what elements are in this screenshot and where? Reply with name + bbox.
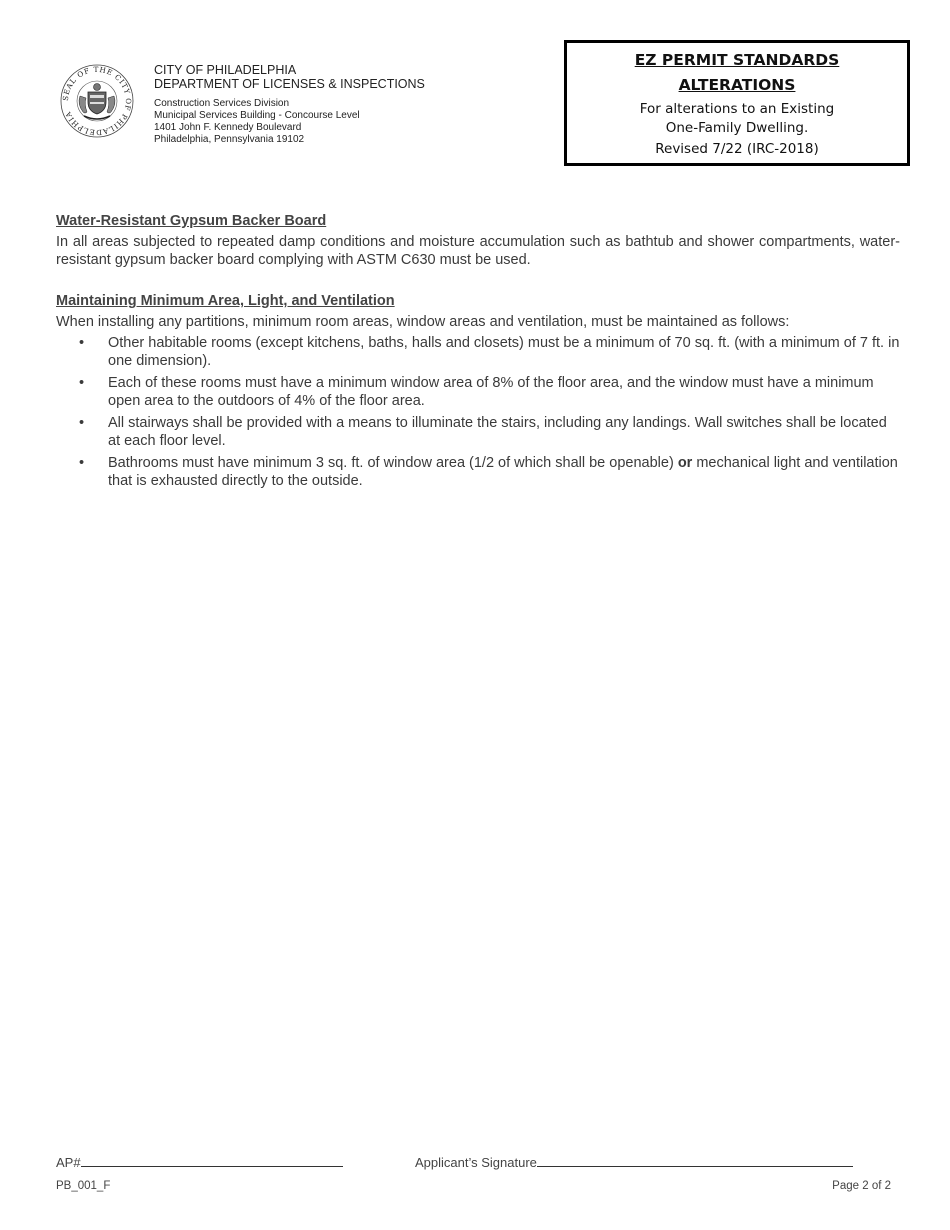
bullet-icon: • [79, 375, 85, 391]
requirements-list [56, 334, 900, 490]
title-description-line-1: For alterations to an Existing [639, 101, 835, 117]
bullet-icon: • [79, 415, 85, 431]
section-intro-area-light-ventilation: When installing any partitions, minimum room areas, window areas and ventilation, must be maintained as follows: [56, 314, 790, 330]
list-item-text: Other habitable rooms (except kitchens, baths, halls and closets) must be a minimum of 70 sq. ft. (with a minimum of 7 ft. in one dimension). [108, 335, 900, 369]
building-name: Municipal Services Building - Concourse Level [154, 110, 360, 121]
city-state-zip: Philadelphia, Pennsylvania 19102 [154, 134, 305, 145]
ap-number-field [56, 1153, 343, 1170]
applicant-signature-label: Applicant’s Signature [415, 1155, 537, 1170]
title-box [564, 40, 910, 166]
list-item-text-part: Bathrooms must have minimum 3 sq. ft. of window area (1/2 of which shall be openable) [108, 455, 674, 471]
bullet-icon: • [79, 455, 85, 471]
title-line-1: EZ PERMIT STANDARDS [634, 51, 840, 69]
department-address-block [154, 63, 425, 146]
list-item-text: Each of these rooms must have a minimum window area of 8% of the floor area, and the window must have a minimum open area to the outdoors of 4% of the floor area. [108, 375, 874, 409]
list-item [56, 454, 900, 490]
bullet-icon: • [79, 335, 85, 351]
page-number: Page 2 of 2 [832, 1180, 891, 1192]
ap-number-label: AP# [56, 1155, 81, 1170]
list-item [56, 414, 900, 450]
list-item-text [108, 455, 898, 489]
applicant-signature-field [415, 1153, 853, 1170]
list-item [56, 334, 900, 370]
revision-date: Revised 7/22 (IRC-2018) [655, 141, 819, 157]
list-item [56, 374, 900, 410]
division-name: Construction Services Division [154, 98, 290, 109]
department-name: DEPARTMENT OF LICENSES & INSPECTIONS [154, 77, 425, 91]
list-item-text-part: mechanical light and ventilation that is exhausted directly to the outside. [108, 455, 898, 489]
title-description-line-2: One-Family Dwelling. [665, 120, 809, 136]
seal-text: SEAL OF THE CITY OF PHILADELPHIA [60, 64, 134, 138]
title-description [567, 100, 907, 138]
section-heading-area-light-ventilation: Maintaining Minimum Area, Light, and Ventilation [56, 293, 395, 309]
section-heading-backer-board: Water-Resistant Gypsum Backer Board [56, 213, 327, 229]
section-body-backer-board: In all areas subjected to repeated damp conditions and moisture accumulation such as bathtub and shower compartments, water-resistant gypsum backer board complying with ASTM C630 must be used. [56, 234, 900, 268]
city-seal-icon [60, 64, 134, 138]
form-code: PB_001_F [56, 1180, 111, 1192]
street-address: 1401 John F. Kennedy Boulevard [154, 122, 302, 133]
list-item-text: All stairways shall be provided with a means to illuminate the stairs, including any landings. Wall switches shall be located at each floor level. [108, 415, 887, 449]
applicant-signature-line[interactable] [537, 1153, 853, 1167]
city-name: CITY OF PHILADELPHIA [154, 63, 297, 77]
ap-number-line[interactable] [81, 1153, 343, 1167]
emphasis-or: or [677, 455, 693, 471]
title-line-2: ALTERATIONS [678, 76, 796, 94]
document-body [56, 212, 900, 494]
